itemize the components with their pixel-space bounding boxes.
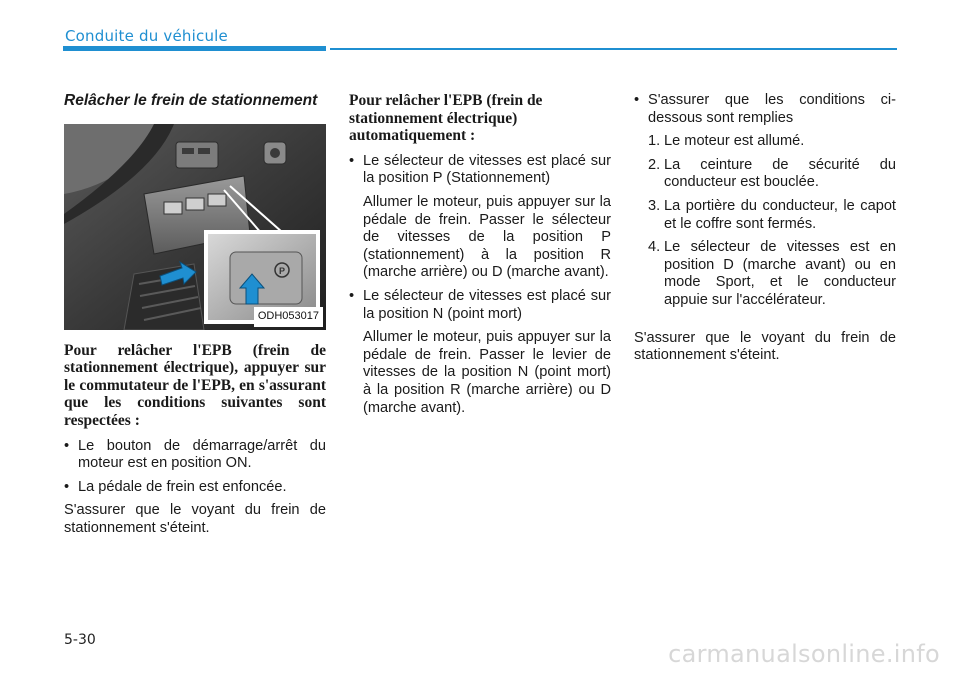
epb-switch-figure	[64, 124, 326, 330]
svg-text:P: P	[278, 265, 286, 276]
section-title: Conduite du véhicule	[65, 27, 228, 45]
col3-closing: S'assurer que le voyant du frein de stationnement s'éteint.	[634, 329, 896, 364]
col2-heading: Pour relâcher l'EPB (frein de stationnement électrique) automatiquement :	[349, 92, 543, 145]
column-3	[634, 92, 896, 371]
page-number: 5-30	[64, 632, 96, 648]
condition-number: 4.	[648, 239, 661, 256]
condition-number: 1.	[648, 133, 661, 150]
col2-detail-2: Allumer le moteur, puis appuyer sur la pédale de frein. Passer le levier de vitesses de la position N (point mort) à la position R (marche arrière) ou D (marche avant).	[363, 329, 611, 416]
condition-item-1	[634, 133, 896, 151]
header-rule-thick	[63, 46, 326, 51]
spacer	[634, 316, 896, 330]
col1-closing: S'assurer que le voyant du frein de stationnement s'éteint.	[64, 502, 326, 536]
col2-bullet-1: • Le sélecteur de vitesses est placé sur la position P (Stationnement)	[349, 153, 611, 188]
col1-subheading: Pour relâcher l'EPB (frein de stationnement électrique), appuyer sur le commutateur de l'EPB, en s'assurant que les conditions suivantes sont respectées :	[64, 341, 326, 429]
epb-switch-illustration	[64, 124, 326, 330]
col1-bullet-2: • La pédale de frein est enfoncée.	[64, 479, 326, 497]
column-2	[349, 92, 611, 423]
col2-bullet-2: • Le sélecteur de vitesses est placé sur la position N (point mort)	[349, 288, 611, 323]
col1-heading: Relâcher le frein de stationnement	[64, 92, 318, 109]
condition-item-3	[634, 198, 896, 233]
watermark: carmanualsonline.info	[668, 640, 940, 668]
condition-number: 2.	[648, 156, 661, 173]
condition-text: La ceinture de sécurité du conducteur est bouclée.	[664, 156, 896, 191]
figure-code-label: ODH053017	[254, 307, 323, 327]
condition-item-2	[634, 157, 896, 192]
condition-text: Le sélecteur de vitesses est en position D (marche avant) ou en mode Sport, et le conducteur appuie sur l'accélérateur.	[664, 239, 896, 308]
condition-text: Le moteur est allumé.	[664, 133, 805, 150]
condition-item-4	[634, 239, 896, 309]
col2-detail-1: Allumer le moteur, puis appuyer sur la pédale de frein. Passer le sélecteur de vitesses de la position P (stationnement) à la position R (marche arrière) ou D (marche avant).	[363, 193, 611, 281]
col3-bullet: • S'assurer que les conditions ci-dessous sont remplies	[634, 92, 896, 127]
condition-text: La portière du conducteur, le capot et le coffre sont fermés.	[664, 197, 896, 232]
col1-bullet-1: • Le bouton de démarrage/arrêt du moteur est en position ON.	[64, 438, 326, 473]
column-1	[64, 92, 326, 544]
condition-number: 3.	[648, 197, 661, 214]
header-rule-thin	[330, 48, 897, 50]
